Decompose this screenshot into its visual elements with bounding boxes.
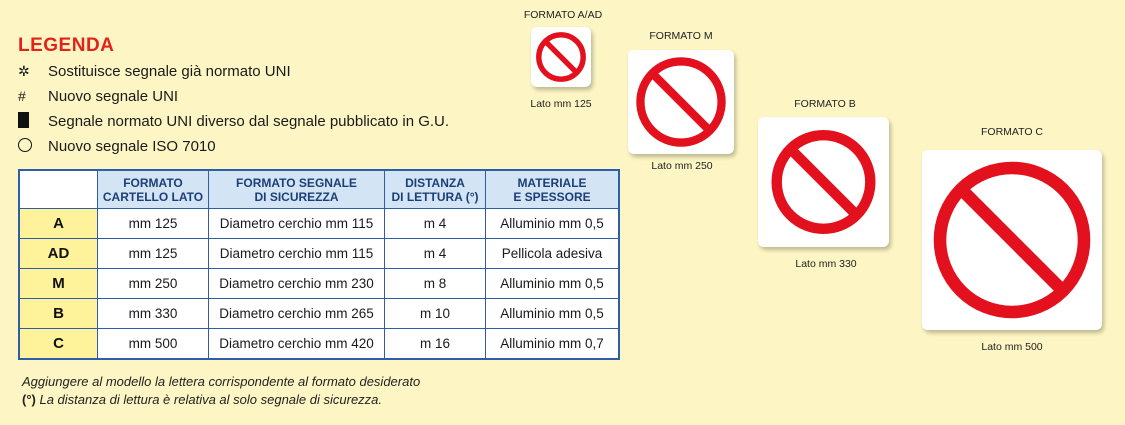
- size-label-b: Lato mm 330: [795, 258, 857, 270]
- cell-distanza: m 4: [385, 209, 486, 239]
- cell-segnale: Diametro cerchio mm 115: [209, 239, 385, 269]
- cell-segnale: Diametro cerchio mm 230: [209, 269, 385, 299]
- format-code: B: [19, 299, 98, 329]
- format-code: AD: [19, 239, 98, 269]
- asterisk-icon: ✲: [18, 62, 30, 79]
- cell-lato: mm 125: [98, 239, 209, 269]
- header-formato-segnale: [209, 170, 385, 209]
- cell-distanza: m 4: [385, 239, 486, 269]
- format-code: M: [19, 269, 98, 299]
- legend-item-label: Nuovo segnale ISO 7010: [48, 137, 216, 155]
- cell-materiale: Alluminio mm 0,5: [486, 299, 620, 329]
- table-row: [19, 269, 619, 299]
- cell-lato: mm 125: [98, 209, 209, 239]
- note-reading-distance: [22, 392, 382, 407]
- format-code: C: [19, 329, 98, 360]
- prohibition-sign-icon: [922, 150, 1102, 330]
- table-row: [19, 299, 619, 329]
- note-degree-text: La distanza di lettura è relativa al solo segnale di sicurezza.: [39, 392, 383, 407]
- cell-lato: mm 250: [98, 269, 209, 299]
- header-formato-cartello: [98, 170, 209, 209]
- legend-title: LEGENDA: [18, 35, 115, 56]
- prohibition-sign-icon: [531, 27, 591, 87]
- format-title-a-ad: FORMATO A/AD: [523, 9, 603, 21]
- format-title-m: FORMATO M: [649, 30, 713, 42]
- note-degree-marker: (°): [22, 392, 36, 407]
- legend-item-label: Sostituisce segnale già normato UNI: [48, 62, 291, 80]
- cell-distanza: m 8: [385, 269, 486, 299]
- size-label-a-ad: Lato mm 125: [530, 98, 592, 110]
- header-label: FORMATO SEGNALE DI SICUREZZA: [236, 175, 357, 204]
- filled-square-icon: [18, 112, 29, 128]
- sign-card-b: [758, 117, 889, 247]
- cell-materiale: Alluminio mm 0,5: [486, 269, 620, 299]
- legend-item-label: Nuovo segnale UNI: [48, 87, 179, 105]
- header-label: FORMATO CARTELLO LATO: [102, 175, 204, 204]
- cell-segnale: Diametro cerchio mm 115: [209, 209, 385, 239]
- prohibition-sign-icon: [628, 50, 734, 154]
- circle-outline-icon: [18, 138, 32, 152]
- format-title-b: FORMATO B: [794, 98, 856, 110]
- cell-lato: mm 500: [98, 329, 209, 360]
- cell-segnale: Diametro cerchio mm 265: [209, 299, 385, 329]
- table-row: [19, 329, 619, 360]
- cell-distanza: m 10: [385, 299, 486, 329]
- cell-materiale: Pellicola adesiva: [486, 239, 620, 269]
- cell-materiale: Alluminio mm 0,5: [486, 209, 620, 239]
- table-row: [19, 209, 619, 239]
- sign-card-a-ad: [531, 27, 591, 87]
- formats-table: [18, 169, 620, 360]
- cell-segnale: Diametro cerchio mm 420: [209, 329, 385, 360]
- cell-lato: mm 330: [98, 299, 209, 329]
- header-blank: [19, 170, 98, 209]
- cell-materiale: Alluminio mm 0,7: [486, 329, 620, 360]
- header-distanza: [385, 170, 486, 209]
- header-label: MATERIALE E SPESSORE: [513, 175, 591, 204]
- table-row: [19, 239, 619, 269]
- format-code: A: [19, 209, 98, 239]
- header-materiale: [486, 170, 620, 209]
- legend-item-uni-different: [18, 111, 449, 131]
- sign-card-c: [922, 150, 1102, 330]
- header-label: DISTANZA DI LETTURA (°): [391, 175, 479, 204]
- cell-distanza: m 16: [385, 329, 486, 360]
- hash-icon: #: [18, 88, 26, 104]
- note-add-letter: Aggiungere al modello la lettera corrispondente al formato desiderato: [22, 374, 421, 389]
- format-title-c: FORMATO C: [980, 126, 1044, 138]
- legend-item-label: Segnale normato UNI diverso dal segnale pubblicato in G.U.: [48, 112, 450, 130]
- legend-item-iso-7010: [18, 136, 216, 156]
- size-label-m: Lato mm 250: [651, 160, 713, 172]
- sign-card-m: [628, 50, 734, 154]
- legend-item-new-uni: [18, 86, 178, 106]
- legend-item-replaces-uni: [18, 61, 291, 81]
- table-header-row: [19, 170, 619, 209]
- prohibition-sign-icon: [758, 117, 889, 247]
- size-label-c: Lato mm 500: [981, 341, 1043, 353]
